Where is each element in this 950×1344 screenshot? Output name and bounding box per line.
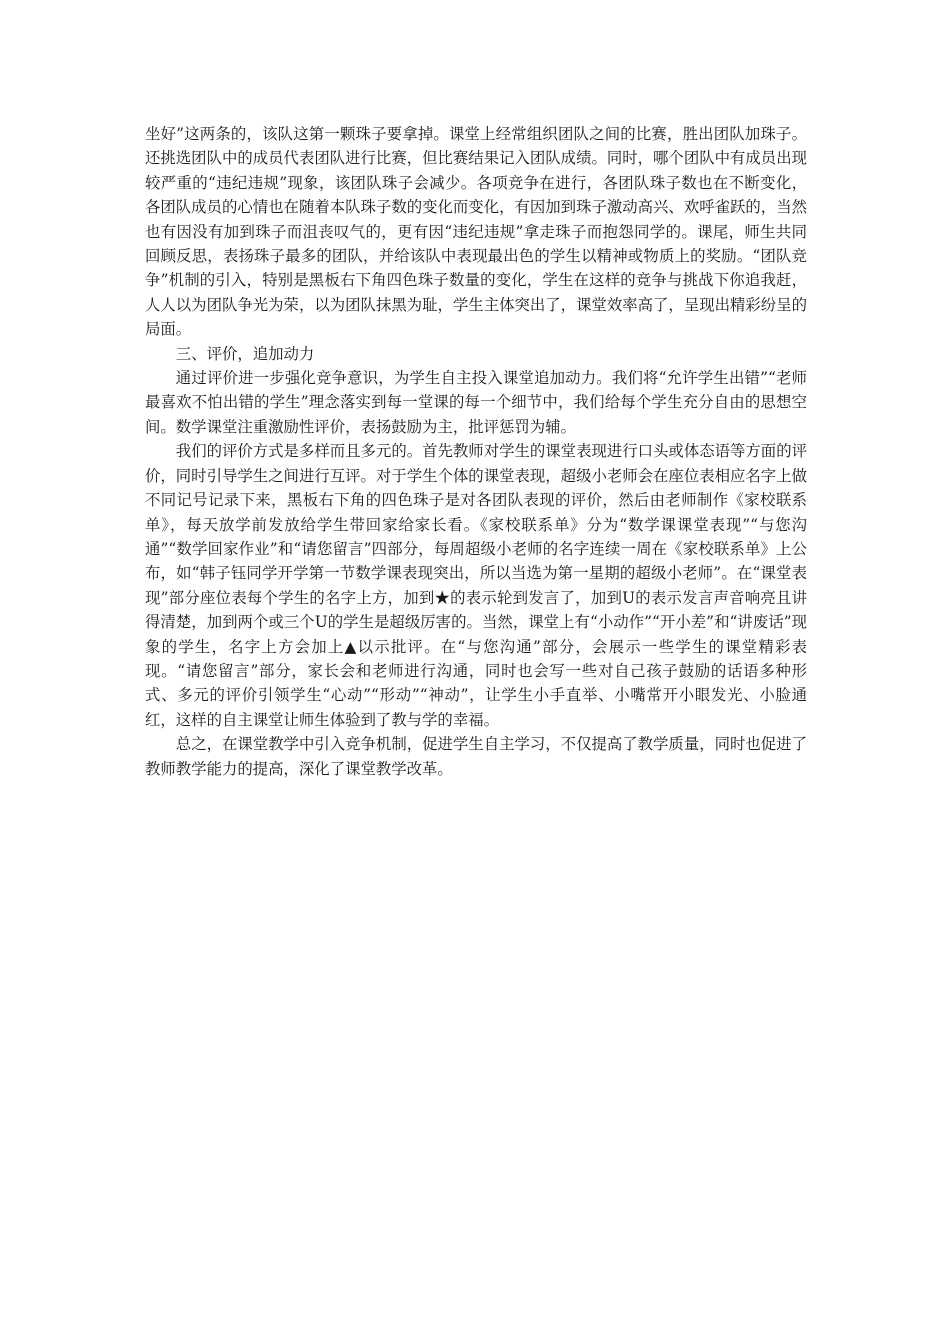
paragraph-evaluation-intro: 通过评价进一步强化竞争意识，为学生自主投入课堂追加动力。我们将“允许学生出错”“老师最喜欢不怕出错的学生”理念落实到每一堂课的每一个细节中，我们给每个学生充分自由的思想空间。数学课堂注重激励性评价，表扬鼓励为主，批评惩罚为辅。 bbox=[145, 369, 807, 436]
paragraph-conclusion: 总之，在课堂教学中引入竞争机制，促进学生自主学习，不仅提高了教学质量，同时也促进了教师教学能力的提高，深化了课堂教学改革。 bbox=[145, 735, 807, 778]
paragraph-team-competition: 坐好”这两条的，该队这第一颗珠子要拿掉。课堂上经常组织团队之间的比赛，胜出团队加珠子。还挑选团队中的成员代表团队进行比赛，但比赛结果记入团队成绩。同时，哪个团队中有成员出现较严重的“违纪违规”现象，该团队珠子会减少。各项竞争在进行，各团队珠子数也在不断变化，各团队成员的心情也在随着本队珠子数的变化而变化，有因加到珠子激动高兴、欢呼雀跃的，当然也有因没有加到珠子而沮丧叹气的，更有因“违纪违规”拿走珠子而抱怨同学的。课尾，师生共同回顾反思，表扬珠子最多的团队，并给该队中表现最出色的学生以精神或物质上的奖励。“团队竞争”机制的引入，特别是黑板右下角四色珠子数量的变化，学生在这样的竞争与挑战下你追我赶，人人以为团队争光为荣，以为团队抹黑为耻，学生主体突出了，课堂效率高了，呈现出精彩纷呈的局面。 bbox=[145, 125, 807, 339]
paragraph-evaluation-methods: 我们的评价方式是多样而且多元的。首先教师对学生的课堂表现进行口头或体态语等方面的评价，同时引导学生之间进行互评。对于学生个体的课堂表现，超级小老师会在座位表相应名字上做不同记号记录下来，黑板右下角的四色珠子是对各团队表现的评价，然后由老师制作《家校联系单》，每天放学前发放给学生带回家给家长看。《家校联系单》分为“数学课课堂表现”“与您沟通”“数学回家作业”和“请您留言”四部分，每周超级小老师的名字连续一周在《家校联系单》上公布，如“韩子钰同学开学第一节数学课表现突出，所以当选为第一星期的超级小老师”。在“课堂表现”部分座位表每个学生的名字上方，加到★的表示轮到发言了，加到U的表示发言声音响亮且讲得清楚，加到两个或三个U的学生是超级厉害的。当然，课堂上有“小动作”“开小差”和“讲废话”现象的学生，名字上方会加上▲以示批评。在“与您沟通”部分，会展示一些学生的课堂精彩表现。“请您留言”部分，家长会和老师进行沟通，同时也会写一些对自己孩子鼓励的话语多种形式、多元的评价引领学生“心动”“形动”“神动”，让学生小手直举、小嘴常开小眼发光、小脸通红，这样的自主课堂让师生体验到了教与学的幸福。 bbox=[145, 442, 807, 729]
document-body bbox=[145, 122, 807, 781]
section-heading-evaluation: 三、评价，追加动力 bbox=[175, 344, 315, 363]
